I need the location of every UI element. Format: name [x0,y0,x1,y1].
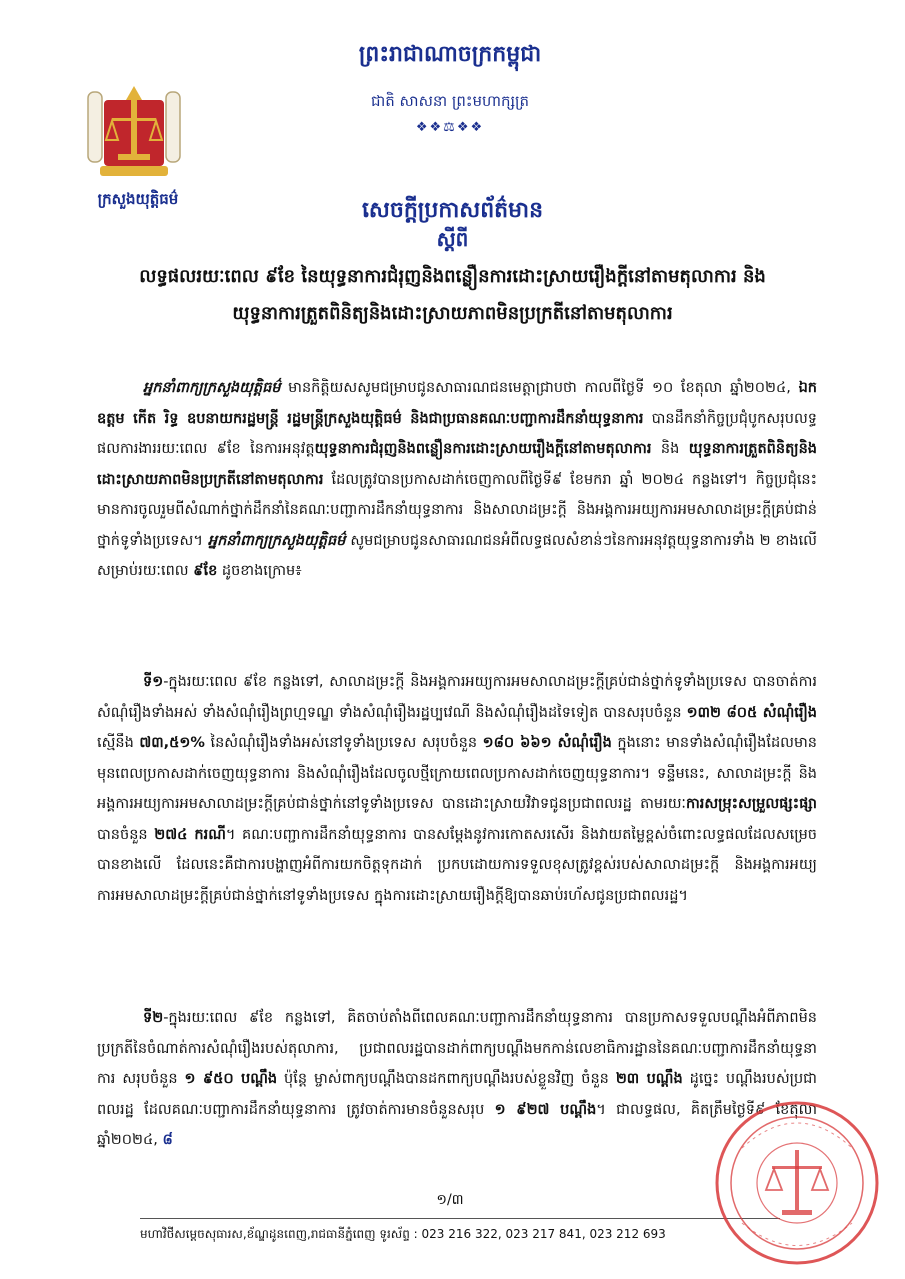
text-span: -ក្នុងរយៈពេល ៩ខែ កន្លងទៅ, សាលាដម្រះក្តី និងអង្គការអយ្យការអមសាលាដម្រះក្តីគ្រប់ជាន់ថ្នាក់ទូទាំងប្រទេស បានចាត់ការសំណុំរឿងទាំងអស់ ទាំងសំណុំរឿងព្រហ្មទណ្ឌ ទាំងសំណុំរឿងរដ្ឋប្បវេណី និងសំណុំរឿងដទៃទៀត បានសរុបចំនួន [97,674,817,721]
footer-divider [140,1218,780,1219]
text-span: ដូចខាងក្រោម៖ [217,563,302,579]
paragraph-intro [97,373,817,587]
document-heading: លទ្ធផលរយៈពេល ៩ខែ នៃយុទ្ធនាការជំរុញនិងពន្លឿនការដោះស្រាយរឿងក្តីនៅតាមតុលាការ និងយុទ្ធនាការត្រួតពិនិត្យនិងដោះស្រាយភាពមិនប្រក្រតីនៅតាមតុលាការ [139,266,766,324]
text-span: និង [651,441,689,457]
text-span: បានដឹកនាំកិច្ចប្រជុំបូកសរុបលទ្ធផលការងាររយៈពេល ៩ខែ នៃការអនុវត្ត [97,410,818,457]
subject-label: ស្តីពី [436,227,469,251]
paragraph-point-two [97,1003,817,1156]
text-span: សូមជម្រាបជូនសាធារណជនអំពីលទ្ធផលសំខាន់ៗនៃការអនុវត្តយុទ្ធនាការទាំង ២ ខាងលើ សម្រាប់រយៈពេល [97,532,817,579]
header-ornament: ❖❖⚖❖❖ [415,120,485,135]
cases-total-value: ១៨០ ៦៦១ សំណុំរឿង [482,735,612,751]
text-span: មានកិត្តិយសសូមជម្រាបជូនសាធារណជនមេត្តាជ្រាបថា កាលពីថ្ងៃទី ១០ ខែតុលា ឆ្នាំ២០២៤, [280,380,799,396]
point-label: ទី១ [143,674,164,690]
handwritten-mark: ៨ [162,1132,173,1148]
complaints-value: ១ ៩៥០ បណ្តឹង [184,1071,278,1087]
campaign-one-name: យុទ្ធនាការជំរុញនិងពន្លឿនការដោះស្រាយរឿងក្តីនៅតាមតុលាការ [314,441,652,457]
cases-done-value: ១៣២ ៨០៥ សំណុំរឿង [686,704,817,721]
kingdom-title: ព្រះរាជាណាចក្រកម្ពុជា [358,42,542,67]
mediation-label: ការសម្រុះសម្រួលផ្សះផ្សា [685,796,817,812]
text-span: បានចំនួន [97,826,155,843]
spokesperson-label: អ្នកនាំពាក្យក្រសួងយុត្តិធម៌ [143,380,281,396]
remaining-value: ១ ៩២៧ បណ្តឹង [494,1101,597,1118]
withdrawn-value: ២៣ បណ្តឹង [615,1071,683,1087]
text-span: ស្មើនឹង [97,735,140,751]
text-span: ។ គណៈបញ្ជាការដឹកនាំយុទ្ធនាការ បានសម្តែងនូវការកោតសរសើរ និងវាយតម្លៃខ្ពស់ចំពោះលទ្ធផលដែលសម្រេចបានខាងលើ ដែលនេះគឺជាការបង្ហាញអំពីការយកចិត្តទុកដាក់ ប្រកបដោយការទទួលខុសត្រូវខ្ពស់របស់សាលាដម្រះក្តី និងអង្គការអយ្យការអមសាលាដម្រះក្តីគ្រប់ជាន់ថ្នាក់នៅទូទាំងប្រទេស ក្នុងការដោះស្រាយរឿងក្តីឱ្យបានឆាប់រហ័សជូនប្រជាពលរដ្ឋ។ [97,826,817,904]
percent-value: ៧៣,៥១% [139,735,205,751]
minister-name: ឯកឧត្តម កើត រិទ្ធ ឧបនាយករដ្ឋមន្ត្រី រដ្ឋមន្ត្រីក្រសួងយុត្តិធម៌ និងជាប្រធានគណៈបញ្ជាការដឹកនាំយុទ្ធនាការ [97,380,817,427]
text-span: -ក្នុងរយៈពេល ៩ខែ កន្លងទៅ, គិតចាប់តាំងពីពេលគណៈបញ្ជាការដឹកនាំយុទ្ធនាការ បានប្រកាសទទួលបណ្តឹងអំពីភាពមិនប្រក្រតីនៃចំណាត់ការសំណុំរឿងរបស់តុលាការ, ប្រជាពលរដ្ឋបានដាក់ពាក្យបណ្តឹងមកកាន់លេខាធិការដ្ឋាននៃគណៈបញ្ជាការដឹកនាំយុទ្ធនាការ សរុបចំនួន [97,1010,817,1087]
point-label: ទី២ [143,1010,164,1026]
text-span: ប៉ុន្តែ ម្ចាស់ពាក្យបណ្តឹងបានដកពាក្យបណ្តឹងរបស់ខ្លួនវិញ ចំនួន [277,1071,616,1087]
ministry-name: ក្រសួងយុត្តិធម៌ [97,190,179,208]
page-number: ១/៣ [436,1192,464,1208]
national-motto: ជាតិ សាសនា ព្រះមហាក្សត្រ [370,92,530,110]
text-span: ដូច្នេះ បណ្តឹងរបស់ប្រជាពលរដ្ឋ ដែលគណៈបញ្ជាការដឹកនាំយុទ្ធនាការ ត្រូវចាត់ការមានចំនួនសរុប [97,1071,817,1118]
paragraph-point-one [97,667,817,911]
footer-address: មហាវិថីសម្តេចសុធារស,ខ័ណ្ឌដូនពេញ,រាជធានីភ្នំពេញ ទូរស័ព្ទ : 023 216 322, 023 217 841, 023 212 693 [140,1227,666,1241]
official-seal-icon [712,1098,882,1268]
ministry-emblem-icon [82,82,186,182]
spokesperson-label: អ្នកនាំពាក្យក្រសួងយុត្តិធម៌ [207,532,346,549]
campaign-two-name: យុទ្ធនាការត្រួតពិនិត្យនិងដោះស្រាយភាពមិនប្រក្រតីនៅតាមតុលាការ [97,441,817,488]
mediation-count-value: ២៧៤ ករណី [154,826,226,843]
text-span: នៃសំណុំរឿងទាំងអស់នៅទូទាំងប្រទេស សរុបចំនួន [204,735,483,751]
period-value: ៩ខែ [193,563,218,579]
document-title: សេចក្តីប្រកាសព័ត៌មាន [361,198,544,223]
text-span: ក្នុងនោះ មានទាំងសំណុំរឿងដែលមានមុនពេលប្រកាសដាក់ចេញយុទ្ធនាការ និងសំណុំរឿងដែលចូលថ្មីក្រោយពេលប្រកាសដាក់ចេញយុទ្ធនាការ។ ទន្ទឹមនេះ, សាលាដម្រះក្តី និងអង្គការអយ្យការអមសាលាដម្រះក្តីគ្រប់ជាន់ថ្នាក់នៅទូទាំងប្រទេស បានដោះស្រាយវិវាទជូនប្រជាពលរដ្ឋ តាមរយៈ [97,735,817,812]
text-span: ដែលត្រូវបានប្រកាសដាក់ចេញកាលពីថ្ងៃទី៩ ខែមករា ឆ្នាំ ២០២៤ កន្លងទៅ។ កិច្ចប្រជុំនេះមានការចូលរួមពីសំណាក់ថ្នាក់ដឹកនាំនៃគណៈបញ្ជាការដឹកនាំយុទ្ធនាការ និងសាលាដម្រះក្តី និងអង្គការអយ្យការអមសាលាដម្រះក្តីគ្រប់ជាន់ថ្នាក់ទូទាំងប្រទេស។ [97,471,817,549]
text-span: ។ ជាលទ្ធផល, គិតត្រឹមថ្ងៃទី៩ ខែតុលា ឆ្នាំ២០២៤, [97,1101,817,1148]
